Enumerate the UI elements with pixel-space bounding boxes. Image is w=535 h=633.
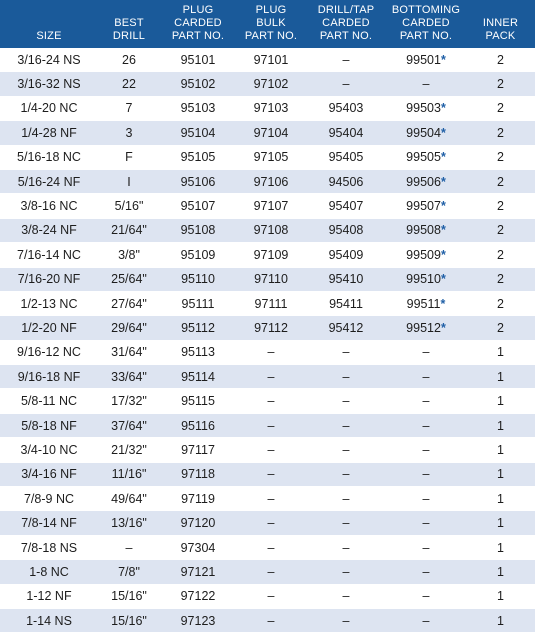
cell-plug-bulk: – bbox=[236, 584, 306, 608]
cell-best-drill: 15/16" bbox=[98, 608, 160, 632]
column-header-inner-pack bbox=[466, 0, 535, 48]
cell-size: 7/16-14 NC bbox=[0, 243, 98, 267]
cell-size: 3/4-10 NC bbox=[0, 438, 98, 462]
cell-bottoming-carded: 99509* bbox=[386, 243, 466, 267]
cell-best-drill: 25/64" bbox=[98, 267, 160, 291]
cell-size: 3/8-24 NF bbox=[0, 218, 98, 242]
cell-best-drill: 33/64" bbox=[98, 365, 160, 389]
cell-size: 7/8-18 NS bbox=[0, 535, 98, 559]
cell-inner-pack: 2 bbox=[466, 48, 535, 72]
cell-drill-tap-carded: – bbox=[306, 535, 386, 559]
cell-size: 5/16-24 NF bbox=[0, 169, 98, 193]
column-header-line: DRILL/TAP bbox=[317, 4, 375, 16]
cell-bottoming-carded: 99512* bbox=[386, 316, 466, 340]
cell-size: 1/4-20 NC bbox=[0, 96, 98, 120]
cell-plug-bulk: 97104 bbox=[236, 121, 306, 145]
column-header-line: CARDED bbox=[402, 17, 450, 29]
cell-plug-carded: 95106 bbox=[160, 169, 236, 193]
column-header-drill-tap-carded bbox=[306, 0, 386, 48]
cell-plug-bulk: 97109 bbox=[236, 243, 306, 267]
cell-plug-carded: 97121 bbox=[160, 560, 236, 584]
cell-plug-bulk: 97108 bbox=[236, 218, 306, 242]
header-row bbox=[0, 0, 535, 48]
cell-bottoming-carded: 99501* bbox=[386, 48, 466, 72]
asterisk-mark: * bbox=[440, 52, 446, 67]
cell-bottoming-carded: 99505* bbox=[386, 145, 466, 169]
cell-inner-pack: 1 bbox=[466, 535, 535, 559]
cell-inner-pack: 1 bbox=[466, 413, 535, 437]
cell-plug-bulk: 97112 bbox=[236, 316, 306, 340]
cell-plug-carded: 95103 bbox=[160, 96, 236, 120]
cell-drill-tap-carded: – bbox=[306, 487, 386, 511]
table-row bbox=[0, 438, 535, 462]
column-header-line: PART NO. bbox=[399, 30, 453, 42]
cell-plug-bulk: 97107 bbox=[236, 194, 306, 218]
cell-best-drill: 11/16" bbox=[98, 462, 160, 486]
cell-size: 3/16-32 NS bbox=[0, 72, 98, 96]
cell-bottoming-carded: 99504* bbox=[386, 121, 466, 145]
cell-bottoming-carded: – bbox=[386, 72, 466, 96]
cell-bottoming-carded: 99503* bbox=[386, 96, 466, 120]
table-row bbox=[0, 560, 535, 584]
cell-bottoming-carded: 99508* bbox=[386, 218, 466, 242]
cell-plug-bulk: 97110 bbox=[236, 267, 306, 291]
table-header bbox=[0, 0, 535, 48]
cell-plug-bulk: – bbox=[236, 487, 306, 511]
column-header-line: PLUG bbox=[255, 4, 287, 16]
cell-drill-tap-carded: – bbox=[306, 72, 386, 96]
table-row bbox=[0, 462, 535, 486]
cell-drill-tap-carded: – bbox=[306, 413, 386, 437]
cell-drill-tap-carded: – bbox=[306, 560, 386, 584]
cell-size: 1-8 NC bbox=[0, 560, 98, 584]
cell-plug-bulk: – bbox=[236, 462, 306, 486]
cell-best-drill: 7 bbox=[98, 96, 160, 120]
cell-plug-carded: 95105 bbox=[160, 145, 236, 169]
column-header-best-drill bbox=[98, 0, 160, 48]
cell-inner-pack: 2 bbox=[466, 218, 535, 242]
cell-plug-carded: 95115 bbox=[160, 389, 236, 413]
table-row bbox=[0, 145, 535, 169]
table-row bbox=[0, 535, 535, 559]
column-header-line: INNER bbox=[482, 17, 519, 29]
cell-plug-bulk: – bbox=[236, 389, 306, 413]
cell-inner-pack: 1 bbox=[466, 365, 535, 389]
cell-drill-tap-carded: – bbox=[306, 462, 386, 486]
cell-inner-pack: 2 bbox=[466, 316, 535, 340]
cell-size: 5/16-18 NC bbox=[0, 145, 98, 169]
column-header-plug-bulk bbox=[236, 0, 306, 48]
cell-plug-carded: 95102 bbox=[160, 72, 236, 96]
cell-drill-tap-carded: – bbox=[306, 389, 386, 413]
cell-drill-tap-carded: – bbox=[306, 340, 386, 364]
cell-plug-carded: 95116 bbox=[160, 413, 236, 437]
cell-best-drill: 15/16" bbox=[98, 584, 160, 608]
table-row bbox=[0, 72, 535, 96]
cell-size: 1/4-28 NF bbox=[0, 121, 98, 145]
cell-best-drill: F bbox=[98, 145, 160, 169]
cell-plug-carded: 95107 bbox=[160, 194, 236, 218]
asterisk-mark: * bbox=[440, 199, 446, 214]
cell-plug-carded: 95104 bbox=[160, 121, 236, 145]
cell-size: 3/16-24 NS bbox=[0, 48, 98, 72]
cell-inner-pack: 2 bbox=[466, 267, 535, 291]
cell-bottoming-carded: – bbox=[386, 413, 466, 437]
cell-best-drill: 22 bbox=[98, 72, 160, 96]
table-row bbox=[0, 218, 535, 242]
table-row bbox=[0, 487, 535, 511]
asterisk-mark: * bbox=[440, 272, 446, 287]
table-row bbox=[0, 413, 535, 437]
cell-bottoming-carded: – bbox=[386, 608, 466, 632]
cell-bottoming-carded: – bbox=[386, 438, 466, 462]
cell-inner-pack: 1 bbox=[466, 511, 535, 535]
table-body bbox=[0, 48, 535, 633]
column-header-bottoming-carded bbox=[386, 0, 466, 48]
cell-inner-pack: 2 bbox=[466, 291, 535, 315]
asterisk-mark: * bbox=[440, 125, 446, 140]
cell-best-drill: 49/64" bbox=[98, 487, 160, 511]
cell-best-drill: 3 bbox=[98, 121, 160, 145]
cell-size: 1/2-13 NC bbox=[0, 291, 98, 315]
cell-drill-tap-carded: – bbox=[306, 608, 386, 632]
cell-drill-tap-carded: 95410 bbox=[306, 267, 386, 291]
cell-size: 1-12 NF bbox=[0, 584, 98, 608]
table-row bbox=[0, 121, 535, 145]
cell-plug-bulk: – bbox=[236, 413, 306, 437]
cell-size: 9/16-12 NC bbox=[0, 340, 98, 364]
cell-drill-tap-carded: – bbox=[306, 365, 386, 389]
cell-best-drill: 26 bbox=[98, 48, 160, 72]
cell-size: 5/8-18 NF bbox=[0, 413, 98, 437]
cell-bottoming-carded: – bbox=[386, 365, 466, 389]
cell-plug-carded: 97122 bbox=[160, 584, 236, 608]
cell-plug-bulk: – bbox=[236, 608, 306, 632]
asterisk-mark: * bbox=[440, 174, 446, 189]
cell-plug-bulk: 97101 bbox=[236, 48, 306, 72]
cell-inner-pack: 2 bbox=[466, 169, 535, 193]
asterisk-mark: * bbox=[440, 101, 446, 116]
column-header-line: DRILL bbox=[112, 30, 146, 42]
table-row bbox=[0, 365, 535, 389]
asterisk-mark: * bbox=[440, 247, 446, 262]
cell-drill-tap-carded: – bbox=[306, 438, 386, 462]
cell-plug-carded: 97117 bbox=[160, 438, 236, 462]
cell-inner-pack: 1 bbox=[466, 340, 535, 364]
cell-drill-tap-carded: 95412 bbox=[306, 316, 386, 340]
cell-bottoming-carded: 99506* bbox=[386, 169, 466, 193]
cell-best-drill: 29/64" bbox=[98, 316, 160, 340]
table-row bbox=[0, 48, 535, 72]
cell-plug-bulk: – bbox=[236, 340, 306, 364]
cell-bottoming-carded: 99510* bbox=[386, 267, 466, 291]
column-header-line: CARDED bbox=[322, 17, 370, 29]
cell-best-drill: 21/32" bbox=[98, 438, 160, 462]
cell-inner-pack: 1 bbox=[466, 584, 535, 608]
cell-plug-carded: 95111 bbox=[160, 291, 236, 315]
table-row bbox=[0, 584, 535, 608]
column-header-line: PACK bbox=[485, 30, 516, 42]
table-row bbox=[0, 267, 535, 291]
column-header-line: BOTTOMING bbox=[391, 4, 461, 16]
cell-drill-tap-carded: – bbox=[306, 511, 386, 535]
cell-inner-pack: 1 bbox=[466, 438, 535, 462]
column-header-line: PART NO. bbox=[171, 30, 225, 42]
cell-plug-carded: 97119 bbox=[160, 487, 236, 511]
cell-bottoming-carded: – bbox=[386, 389, 466, 413]
cell-bottoming-carded: – bbox=[386, 487, 466, 511]
cell-drill-tap-carded: 95403 bbox=[306, 96, 386, 120]
cell-size: 3/8-16 NC bbox=[0, 194, 98, 218]
cell-best-drill: 17/32" bbox=[98, 389, 160, 413]
asterisk-mark: * bbox=[440, 223, 446, 238]
cell-plug-bulk: 97111 bbox=[236, 291, 306, 315]
cell-plug-carded: 95112 bbox=[160, 316, 236, 340]
cell-best-drill: 21/64" bbox=[98, 218, 160, 242]
cell-size: 9/16-18 NF bbox=[0, 365, 98, 389]
column-header-line: BEST bbox=[114, 17, 144, 29]
table-row bbox=[0, 96, 535, 120]
cell-drill-tap-carded: 94506 bbox=[306, 169, 386, 193]
cell-inner-pack: 2 bbox=[466, 243, 535, 267]
cell-bottoming-carded: – bbox=[386, 535, 466, 559]
table-row bbox=[0, 608, 535, 632]
cell-inner-pack: 2 bbox=[466, 121, 535, 145]
column-header-plug-carded bbox=[160, 0, 236, 48]
cell-plug-bulk: – bbox=[236, 535, 306, 559]
cell-size: 7/16-20 NF bbox=[0, 267, 98, 291]
cell-size: 7/8-9 NC bbox=[0, 487, 98, 511]
cell-best-drill: 3/8" bbox=[98, 243, 160, 267]
cell-drill-tap-carded: 95405 bbox=[306, 145, 386, 169]
cell-drill-tap-carded: 95411 bbox=[306, 291, 386, 315]
cell-size: 1-14 NS bbox=[0, 608, 98, 632]
asterisk-mark: * bbox=[440, 320, 446, 335]
cell-size: 7/8-14 NF bbox=[0, 511, 98, 535]
column-header-line: BULK bbox=[256, 17, 286, 29]
cell-best-drill: 5/16" bbox=[98, 194, 160, 218]
column-header-line: PART NO. bbox=[319, 30, 373, 42]
cell-bottoming-carded: – bbox=[386, 462, 466, 486]
cell-best-drill: I bbox=[98, 169, 160, 193]
cell-best-drill: 27/64" bbox=[98, 291, 160, 315]
cell-drill-tap-carded: 95404 bbox=[306, 121, 386, 145]
cell-plug-carded: 95113 bbox=[160, 340, 236, 364]
cell-plug-bulk: – bbox=[236, 560, 306, 584]
cell-plug-bulk: 97105 bbox=[236, 145, 306, 169]
cell-drill-tap-carded: – bbox=[306, 48, 386, 72]
cell-inner-pack: 2 bbox=[466, 96, 535, 120]
cell-plug-bulk: – bbox=[236, 438, 306, 462]
cell-plug-bulk: – bbox=[236, 511, 306, 535]
cell-size: 1/2-20 NF bbox=[0, 316, 98, 340]
cell-bottoming-carded: 99507* bbox=[386, 194, 466, 218]
cell-inner-pack: 1 bbox=[466, 462, 535, 486]
cell-plug-carded: 97118 bbox=[160, 462, 236, 486]
cell-size: 5/8-11 NC bbox=[0, 389, 98, 413]
cell-best-drill: 31/64" bbox=[98, 340, 160, 364]
cell-inner-pack: 1 bbox=[466, 487, 535, 511]
table-row bbox=[0, 291, 535, 315]
table-row bbox=[0, 194, 535, 218]
table-row bbox=[0, 243, 535, 267]
cell-bottoming-carded: – bbox=[386, 511, 466, 535]
cell-plug-bulk: 97106 bbox=[236, 169, 306, 193]
cell-inner-pack: 1 bbox=[466, 389, 535, 413]
cell-plug-carded: 95114 bbox=[160, 365, 236, 389]
cell-plug-bulk: 97102 bbox=[236, 72, 306, 96]
asterisk-mark: * bbox=[440, 150, 446, 165]
cell-bottoming-carded: – bbox=[386, 584, 466, 608]
column-header-line: PART NO. bbox=[244, 30, 298, 42]
cell-plug-carded: 95108 bbox=[160, 218, 236, 242]
cell-inner-pack: 1 bbox=[466, 608, 535, 632]
column-header-line: SIZE bbox=[36, 30, 62, 42]
cell-size: 3/4-16 NF bbox=[0, 462, 98, 486]
cell-drill-tap-carded: – bbox=[306, 584, 386, 608]
cell-best-drill: – bbox=[98, 535, 160, 559]
cell-best-drill: 37/64" bbox=[98, 413, 160, 437]
table-row bbox=[0, 389, 535, 413]
cell-plug-carded: 95109 bbox=[160, 243, 236, 267]
column-header-line: PLUG bbox=[182, 4, 214, 16]
cell-drill-tap-carded: 95409 bbox=[306, 243, 386, 267]
cell-plug-carded: 95101 bbox=[160, 48, 236, 72]
cell-plug-carded: 97304 bbox=[160, 535, 236, 559]
cell-drill-tap-carded: 95408 bbox=[306, 218, 386, 242]
table-row bbox=[0, 340, 535, 364]
cell-plug-bulk: – bbox=[236, 365, 306, 389]
cell-inner-pack: 1 bbox=[466, 560, 535, 584]
cell-inner-pack: 2 bbox=[466, 72, 535, 96]
cell-bottoming-carded: 99511* bbox=[386, 291, 466, 315]
table-row bbox=[0, 169, 535, 193]
asterisk-mark: * bbox=[440, 296, 446, 311]
cell-bottoming-carded: – bbox=[386, 340, 466, 364]
cell-inner-pack: 2 bbox=[466, 194, 535, 218]
cell-plug-carded: 97120 bbox=[160, 511, 236, 535]
cell-best-drill: 13/16" bbox=[98, 511, 160, 535]
cell-bottoming-carded: – bbox=[386, 560, 466, 584]
cell-inner-pack: 2 bbox=[466, 145, 535, 169]
cell-plug-carded: 97123 bbox=[160, 608, 236, 632]
cell-best-drill: 7/8" bbox=[98, 560, 160, 584]
column-header-size bbox=[0, 0, 98, 48]
table-row bbox=[0, 316, 535, 340]
cell-drill-tap-carded: 95407 bbox=[306, 194, 386, 218]
cell-plug-carded: 95110 bbox=[160, 267, 236, 291]
cell-plug-bulk: 97103 bbox=[236, 96, 306, 120]
table-row bbox=[0, 511, 535, 535]
column-header-line: CARDED bbox=[174, 17, 222, 29]
